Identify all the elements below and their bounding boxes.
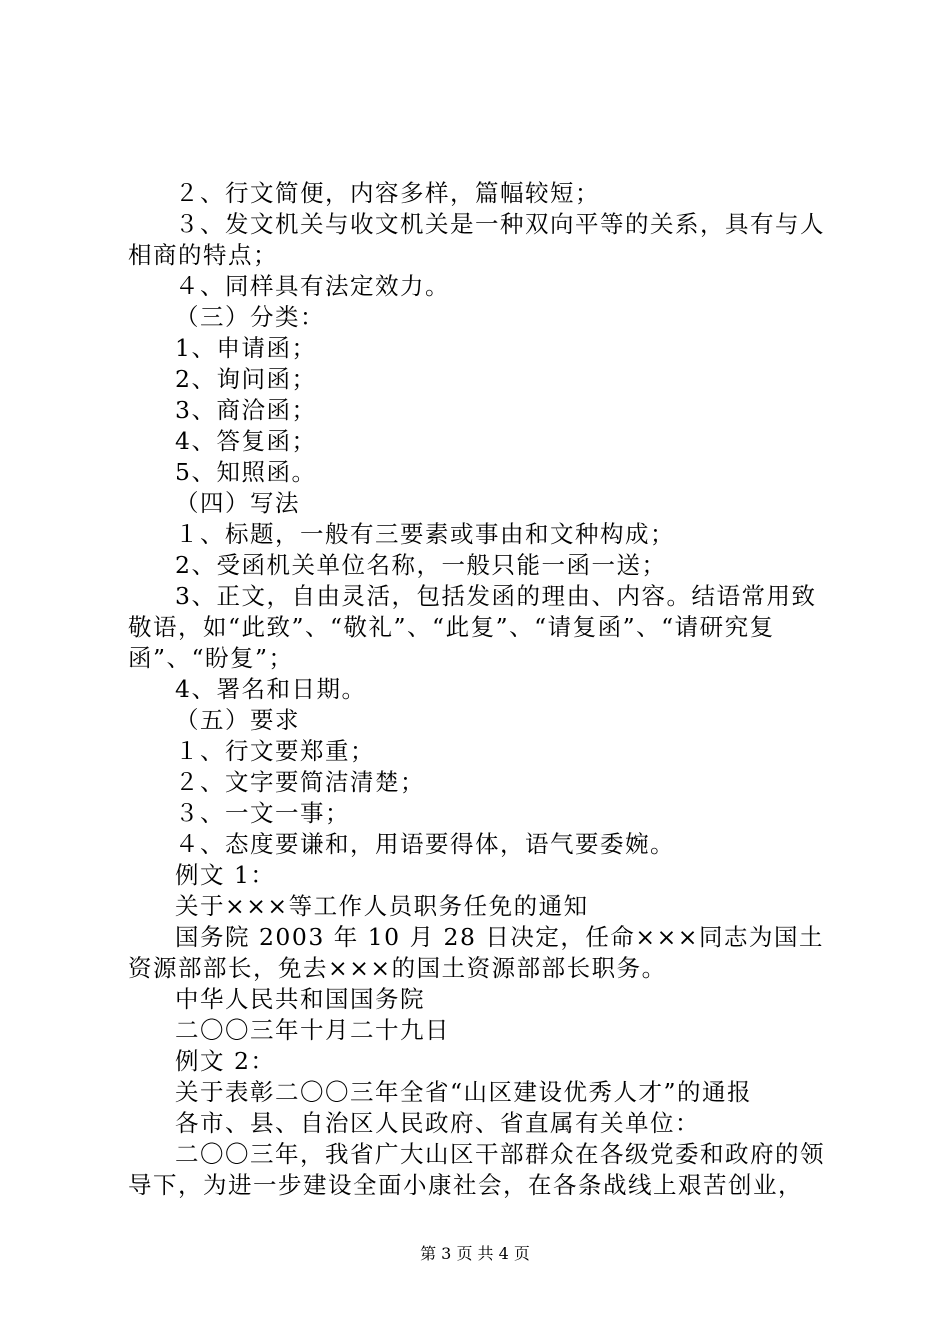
paragraph: ２、文字要简洁清楚； [175, 768, 425, 796]
section-heading: （五）要求 [175, 706, 300, 734]
paragraph: ３、发文机关与收文机关是一种双向平等的关系，具有与人相商的特点； [128, 210, 825, 269]
example-label: 例文 1： [175, 861, 276, 889]
paragraph: １、行文要郑重； [175, 737, 375, 765]
paragraph: 2、受函机关单位名称，一般只能一函一送； [175, 551, 667, 579]
paragraph: ２、行文简便，内容多样，篇幅较短； [175, 179, 600, 207]
paragraph: 二〇〇三年，我省广大山区干部群众在各级党委和政府的领导下，为进一步建设全面小康社会，在各条战线上艰苦创业， [128, 1140, 825, 1199]
recipient-line: 各市、县、自治区人民政府、省直属有关单位： [175, 1109, 700, 1137]
paragraph: 3、商洽函； [175, 396, 317, 424]
paragraph: ４、态度要谦和，用语要得体，语气要委婉。 [175, 830, 675, 858]
paragraph: 1、申请函； [175, 334, 317, 362]
page-footer: 第 3 页 共 4 页 [420, 1244, 530, 1263]
example-label: 例文 2： [175, 1047, 276, 1075]
example-title: 关于×××等工作人员职务任免的通知 [175, 892, 589, 920]
paragraph: ３、一文一事； [175, 799, 350, 827]
paragraph: 5、知照函。 [175, 458, 317, 486]
date: 二〇〇三年十月二十九日 [175, 1016, 450, 1044]
paragraph: 3、正文，自由灵活，包括发函的理由、内容。结语常用致敬语，如“此致”、“敬礼”、“此复”、“请复函”、“请研究复函”、“盼复”； [128, 582, 817, 672]
paragraph: 国务院 2003 年 10 月 28 日决定，任命×××同志为国土资源部部长，免去×××的国土资源部部长职务。 [128, 923, 825, 982]
section-heading: （四）写法 [175, 489, 300, 517]
section-heading: （三）分类： [175, 303, 325, 331]
paragraph: ４、同样具有法定效力。 [175, 272, 450, 300]
paragraph: 4、答复函； [175, 427, 317, 455]
example-title: 关于表彰二〇〇三年全省“山区建设优秀人才”的通报 [175, 1078, 753, 1106]
signature: 中华人民共和国国务院 [175, 985, 425, 1013]
paragraph: 4、署名和日期。 [175, 675, 367, 703]
document-body [128, 178, 838, 1201]
paragraph: １、标题，一般有三要素或事由和文种构成； [175, 520, 675, 548]
paragraph: 2、询问函； [175, 365, 317, 393]
